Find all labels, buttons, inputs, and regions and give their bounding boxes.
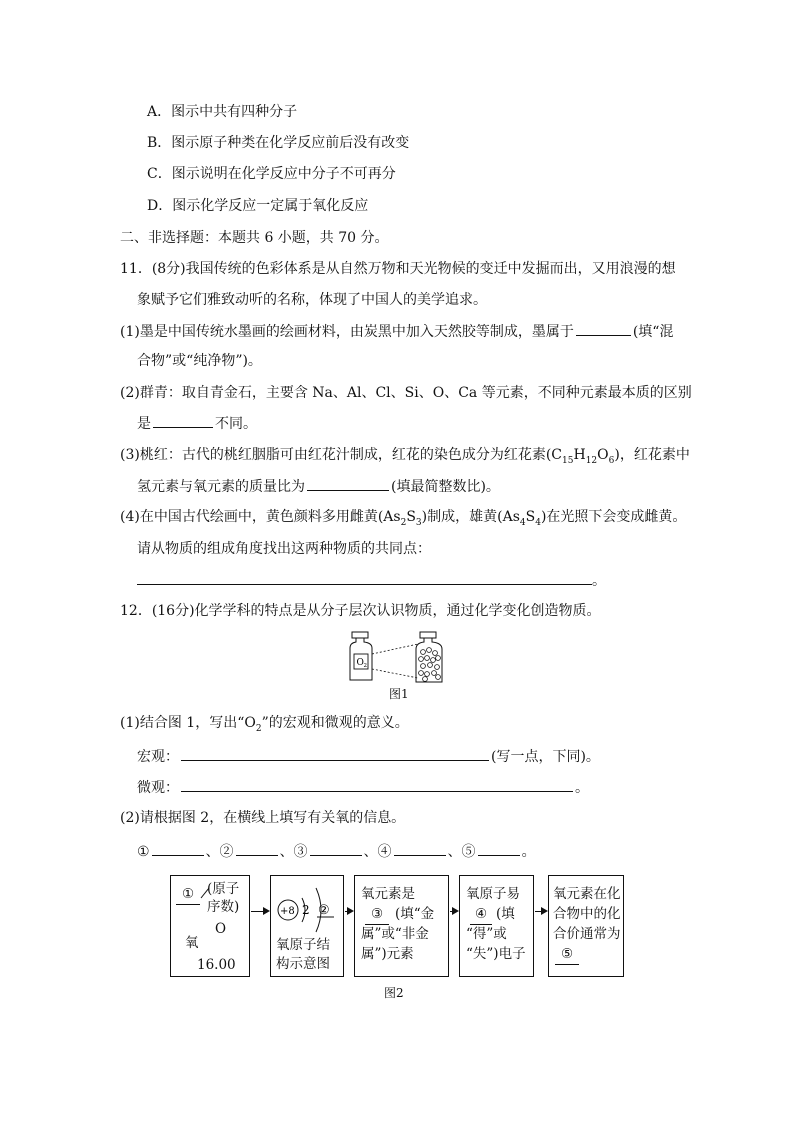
answer-blank[interactable] bbox=[153, 413, 213, 428]
answer-blank[interactable] bbox=[478, 841, 520, 856]
answer-blank[interactable] bbox=[181, 777, 573, 792]
q11-part4-text: (4)在中国古代绘画中，黄色颜料多用雌黄( bbox=[120, 509, 384, 525]
micro-end: 。 bbox=[575, 780, 589, 796]
bottle-label-sub: 2 bbox=[363, 663, 367, 669]
q11-part4 bbox=[120, 507, 686, 533]
gas-bottle-diagram bbox=[348, 630, 448, 685]
box3-text: 氧元素是 bbox=[361, 886, 415, 902]
answer-blank[interactable] bbox=[181, 746, 489, 761]
atomic-number-hint-2: 序数) bbox=[207, 899, 240, 915]
q11-part4-mid: )制成，雄黄( bbox=[421, 509, 503, 525]
atomic-number-hint: (原子 bbox=[207, 881, 240, 897]
q12-part1-sub: 2 bbox=[255, 723, 262, 734]
option-a: A．图示中共有四种分子 bbox=[147, 104, 298, 120]
blank-1: ① bbox=[176, 885, 200, 905]
atom-structure-box bbox=[270, 875, 344, 977]
q12-part1-tail: ”的宏观和微观的意义。 bbox=[261, 715, 409, 731]
box3-hint: (填“金 bbox=[395, 906, 435, 922]
option-b: B．图示原子种类在化学反应前后没有改变 bbox=[147, 135, 410, 151]
q11-stem-line2: 象赋予它们雅致动听的名称，体现了中国人的美学追求。 bbox=[137, 292, 487, 308]
blank-4: ④ bbox=[470, 905, 492, 925]
element-card-box bbox=[170, 875, 250, 977]
formula-realgar: $As_4S_4$ bbox=[502, 509, 541, 528]
fill-label: 、④ bbox=[363, 844, 392, 860]
atom-structure-label-2: 构示意图 bbox=[276, 956, 330, 972]
option-d: D．图示化学反应一定属于氧化反应 bbox=[147, 198, 369, 214]
box4-hint: (填 bbox=[496, 906, 515, 922]
fill-label: 、② bbox=[205, 844, 234, 860]
answer-blank[interactable] bbox=[137, 570, 592, 585]
bracket-line bbox=[199, 886, 223, 900]
fill-label: ① bbox=[137, 844, 150, 860]
blank-2: ② bbox=[318, 903, 330, 918]
macro-hint: (写一点，下同)。 bbox=[491, 749, 600, 765]
molecule-dots bbox=[419, 648, 441, 682]
box5-text-2: 合物中的化 bbox=[553, 906, 621, 922]
flow-arrow bbox=[450, 911, 457, 912]
answer-blank[interactable] bbox=[236, 841, 278, 856]
box5-text: 氧元素在化 bbox=[553, 886, 621, 902]
answer-blank[interactable] bbox=[307, 476, 389, 491]
flow-arrow bbox=[535, 911, 546, 912]
fill-label: 、③ bbox=[279, 844, 308, 860]
blank-5: ⑤ bbox=[555, 945, 579, 965]
option-c: C．图示说明在化学反应中分子不可再分 bbox=[147, 166, 396, 182]
fill-label: 。 bbox=[521, 844, 536, 860]
q11-part4-tail: )在光照下会变成雌黄。 bbox=[540, 509, 687, 525]
q12-part1-text: (1)结合图 1，写出“O bbox=[120, 715, 256, 731]
atom-structure-diagram bbox=[272, 878, 342, 938]
electron-gain-box bbox=[459, 875, 534, 977]
q11-part3-tail: )，红花素中 bbox=[614, 447, 690, 463]
answer-blank[interactable] bbox=[310, 841, 362, 856]
answer-blank[interactable] bbox=[152, 841, 204, 856]
q11-part1-text: (1)墨是中国传统水墨画的绘画材料，由炭黑中加入天然胶等制成，墨属于 bbox=[120, 324, 574, 340]
formula-orpiment: $As_2S_3$ bbox=[383, 509, 422, 528]
bottle-label: O bbox=[356, 658, 364, 668]
q11-part2-text: 是 bbox=[137, 416, 151, 432]
flow-arrow bbox=[251, 911, 268, 912]
q12-macro-line bbox=[137, 746, 600, 767]
period: 。 bbox=[592, 573, 606, 589]
answer-blank[interactable] bbox=[394, 841, 446, 856]
element-name: 氧 bbox=[185, 935, 199, 951]
box3-hint-3: 属”)元素 bbox=[361, 946, 414, 962]
q12-fill-line bbox=[137, 841, 536, 862]
box3-hint-2: 属”或“非金 bbox=[361, 926, 429, 942]
q11-part4-cont: 请从物质的组成角度找出这两种物质的共同点： bbox=[137, 541, 431, 557]
q11-part3 bbox=[120, 445, 690, 471]
section-heading: 二、非选择题：本题共 6 小题，共 70 分。 bbox=[120, 230, 389, 246]
answer-blank[interactable] bbox=[576, 321, 631, 336]
q11-part1-hint: (填“混 bbox=[632, 324, 674, 340]
micro-label: 微观： bbox=[137, 780, 179, 796]
blank-3: ③ bbox=[365, 905, 389, 925]
q11-stem-line1: 11．(8分)我国传统的色彩体系是从自然万物和天光物候的变迁中发掘而出，又用浪漫的想 bbox=[120, 261, 676, 277]
element-symbol: O bbox=[215, 921, 227, 937]
atom-structure-label: 氧原子结 bbox=[276, 937, 330, 953]
figure-2-caption: 图2 bbox=[384, 986, 404, 1000]
q11-part4-answer bbox=[137, 570, 606, 591]
box4-hint-2: “得”或 bbox=[466, 926, 507, 942]
metal-nonmetal-box bbox=[354, 875, 449, 977]
q11-part1-cont: 合物”或“纯净物”)。 bbox=[137, 353, 262, 369]
q12-part1 bbox=[120, 713, 409, 739]
q11-part3-hint: (填最简整数比)。 bbox=[391, 479, 500, 495]
box5-text-3: 合价通常为 bbox=[553, 926, 621, 942]
q11-part2-cont bbox=[137, 413, 257, 434]
flow-arrow bbox=[345, 911, 352, 912]
valence-box bbox=[548, 875, 624, 977]
box4-text: 氧原子易 bbox=[466, 886, 520, 902]
figure-1 bbox=[348, 630, 448, 685]
atomic-mass: 16.00 bbox=[197, 957, 236, 973]
figure-1-caption: 图1 bbox=[389, 687, 409, 701]
q11-part3-cont bbox=[137, 476, 500, 497]
formula-safflower: $C_{15}H_{12}O_6$ bbox=[551, 447, 615, 466]
q11-part3-text: (3)桃红：古代的桃红胭脂可由红花汁制成，红花的染色成分为红花素( bbox=[120, 447, 552, 463]
fill-label: 、⑤ bbox=[447, 844, 476, 860]
q11-part2: (2)群青：取自青金石，主要含 Na、Al、Cl、Si、O、Ca 等元素，不同种元素最本质的区别 bbox=[120, 385, 692, 401]
nucleus-charge: +8 bbox=[280, 906, 295, 917]
q12-stem: 12．(16分)化学学科的特点是从分子层次认识物质，通过化学变化创造物质。 bbox=[120, 603, 601, 619]
q12-part2: (2)请根据图 2，在横线上填写有关氧的信息。 bbox=[120, 810, 406, 826]
q11-part1 bbox=[120, 321, 673, 342]
box4-hint-3: “失”)电子 bbox=[466, 946, 526, 962]
macro-label: 宏观： bbox=[137, 749, 179, 765]
q11-part3-text2: 氢元素与氧元素的质量比为 bbox=[137, 479, 305, 495]
q11-part2-tail: 不同。 bbox=[215, 416, 257, 432]
q12-micro-line bbox=[137, 777, 589, 798]
inner-shell-count: 2 bbox=[302, 903, 310, 917]
